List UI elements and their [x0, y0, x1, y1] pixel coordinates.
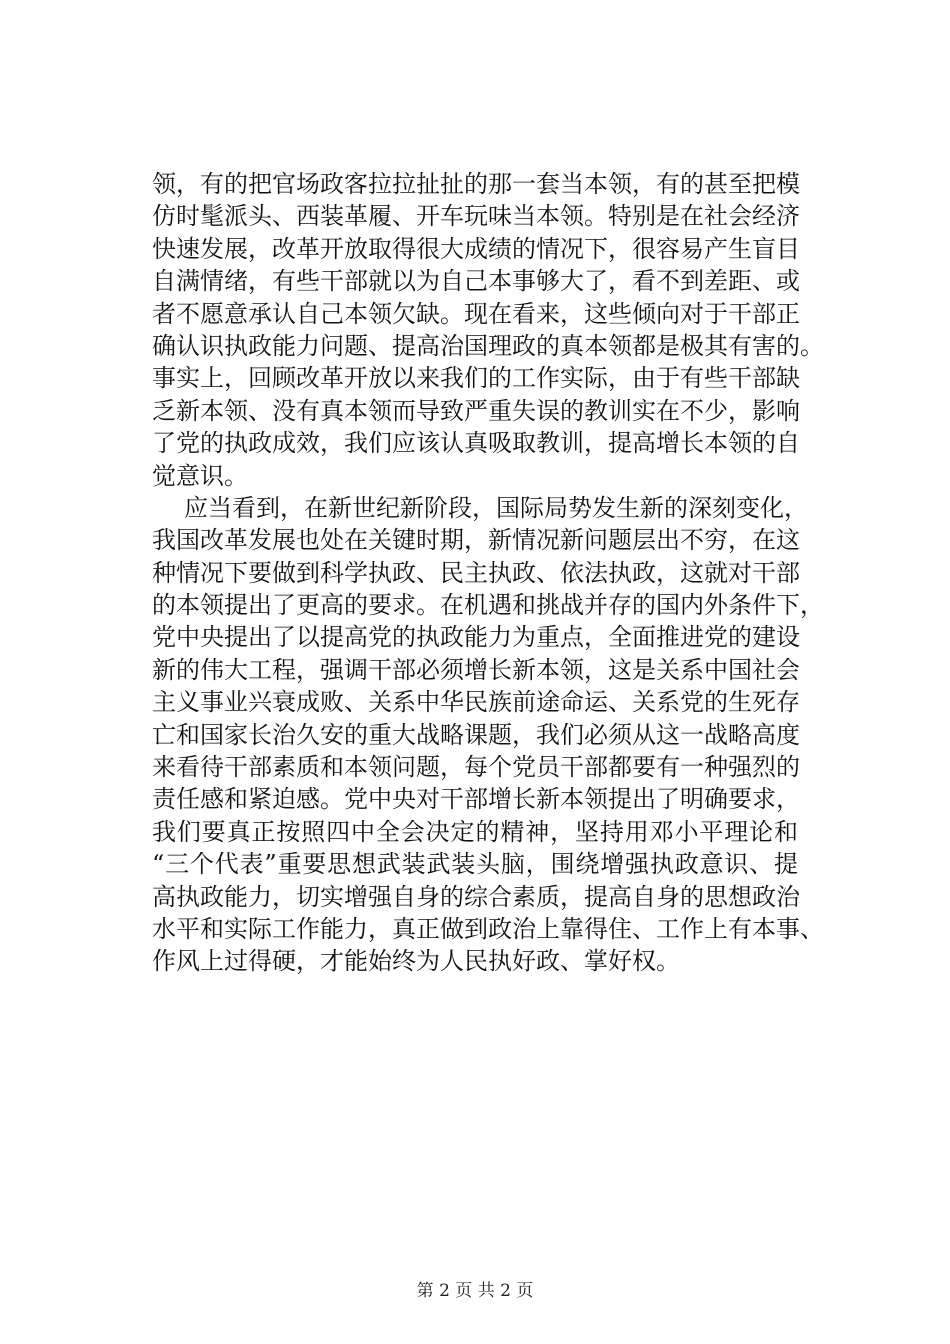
text-line: 主义事业兴衰成败、关系中华民族前途命运、关系党的生死存	[152, 688, 800, 717]
page-number-footer: 第 2 页 共 2 页	[416, 1281, 534, 1301]
body-text	[152, 168, 824, 978]
text-line: 应当看到，在新世纪新阶段，国际局势发生新的深刻变化，	[184, 493, 808, 522]
text-line: 党中央提出了以提高党的执政能力为重点，全面推进党的建设	[152, 623, 800, 652]
text-line: 种情况下要做到科学执政、民主执政、依法执政，这就对干部	[152, 558, 800, 587]
text-line: 自满情绪，有些干部就以为自己本事够大了，看不到差距、或	[152, 267, 800, 296]
text-line: 新的伟大工程，强调干部必须增长新本领，这是关系中国社会	[152, 655, 800, 684]
text-line: 快速发展，改革开放取得很大成绩的情况下，很容易产生盲目	[152, 234, 800, 263]
text-line: 仿时髦派头、西装革履、开车玩味当本领。特别是在社会经济	[152, 202, 800, 231]
text-line: 作风上过得硬，才能始终为人民执好政、掌好权。	[152, 947, 680, 976]
text-line: 亡和国家长治久安的重大战略课题，我们必须从这一战略高度	[152, 720, 800, 749]
text-line: 乏新本领、没有真本领而导致严重失误的教训实在不少，影响	[152, 396, 800, 425]
text-line: 了党的执政成效，我们应该认真吸取教训，提高增长本领的自	[152, 429, 800, 458]
text-line: 水平和实际工作能力，真正做到政治上靠得住、工作上有本事、	[152, 914, 824, 943]
text-line: 责任感和紧迫感。党中央对干部增长新本领提出了明确要求，	[152, 785, 800, 814]
text-line: 事实上，回顾改革开放以来我们的工作实际，由于有些干部缺	[152, 364, 800, 393]
text-line: 觉意识。	[152, 461, 248, 490]
text-line: “三个代表”重要思想武装武装头脑，围绕增强执政意识、提	[152, 850, 798, 879]
text-line: 来看待干部素质和本领问题，每个党员干部都要有一种强烈的	[152, 753, 800, 782]
text-line: 确认识执政能力问题、提高治国理政的真本领都是极其有害的。	[152, 331, 824, 360]
text-line: 高执政能力，切实增强自身的综合素质，提高自身的思想政治	[152, 882, 800, 911]
text-line: 我国改革发展也处在关键时期，新情况新问题层出不穷，在这	[152, 526, 800, 555]
text-line: 的本领提出了更高的要求。在机遇和挑战并存的国内外条件下，	[152, 591, 824, 620]
text-line: 领，有的把官场政客拉拉扯扯的那一套当本领，有的甚至把模	[152, 170, 800, 198]
text-line: 我们要真正按照四中全会决定的精神，坚持用邓小平理论和	[152, 817, 798, 846]
text-line: 者不愿意承认自己本领欠缺。现在看来，这些倾向对于干部正	[152, 299, 800, 328]
